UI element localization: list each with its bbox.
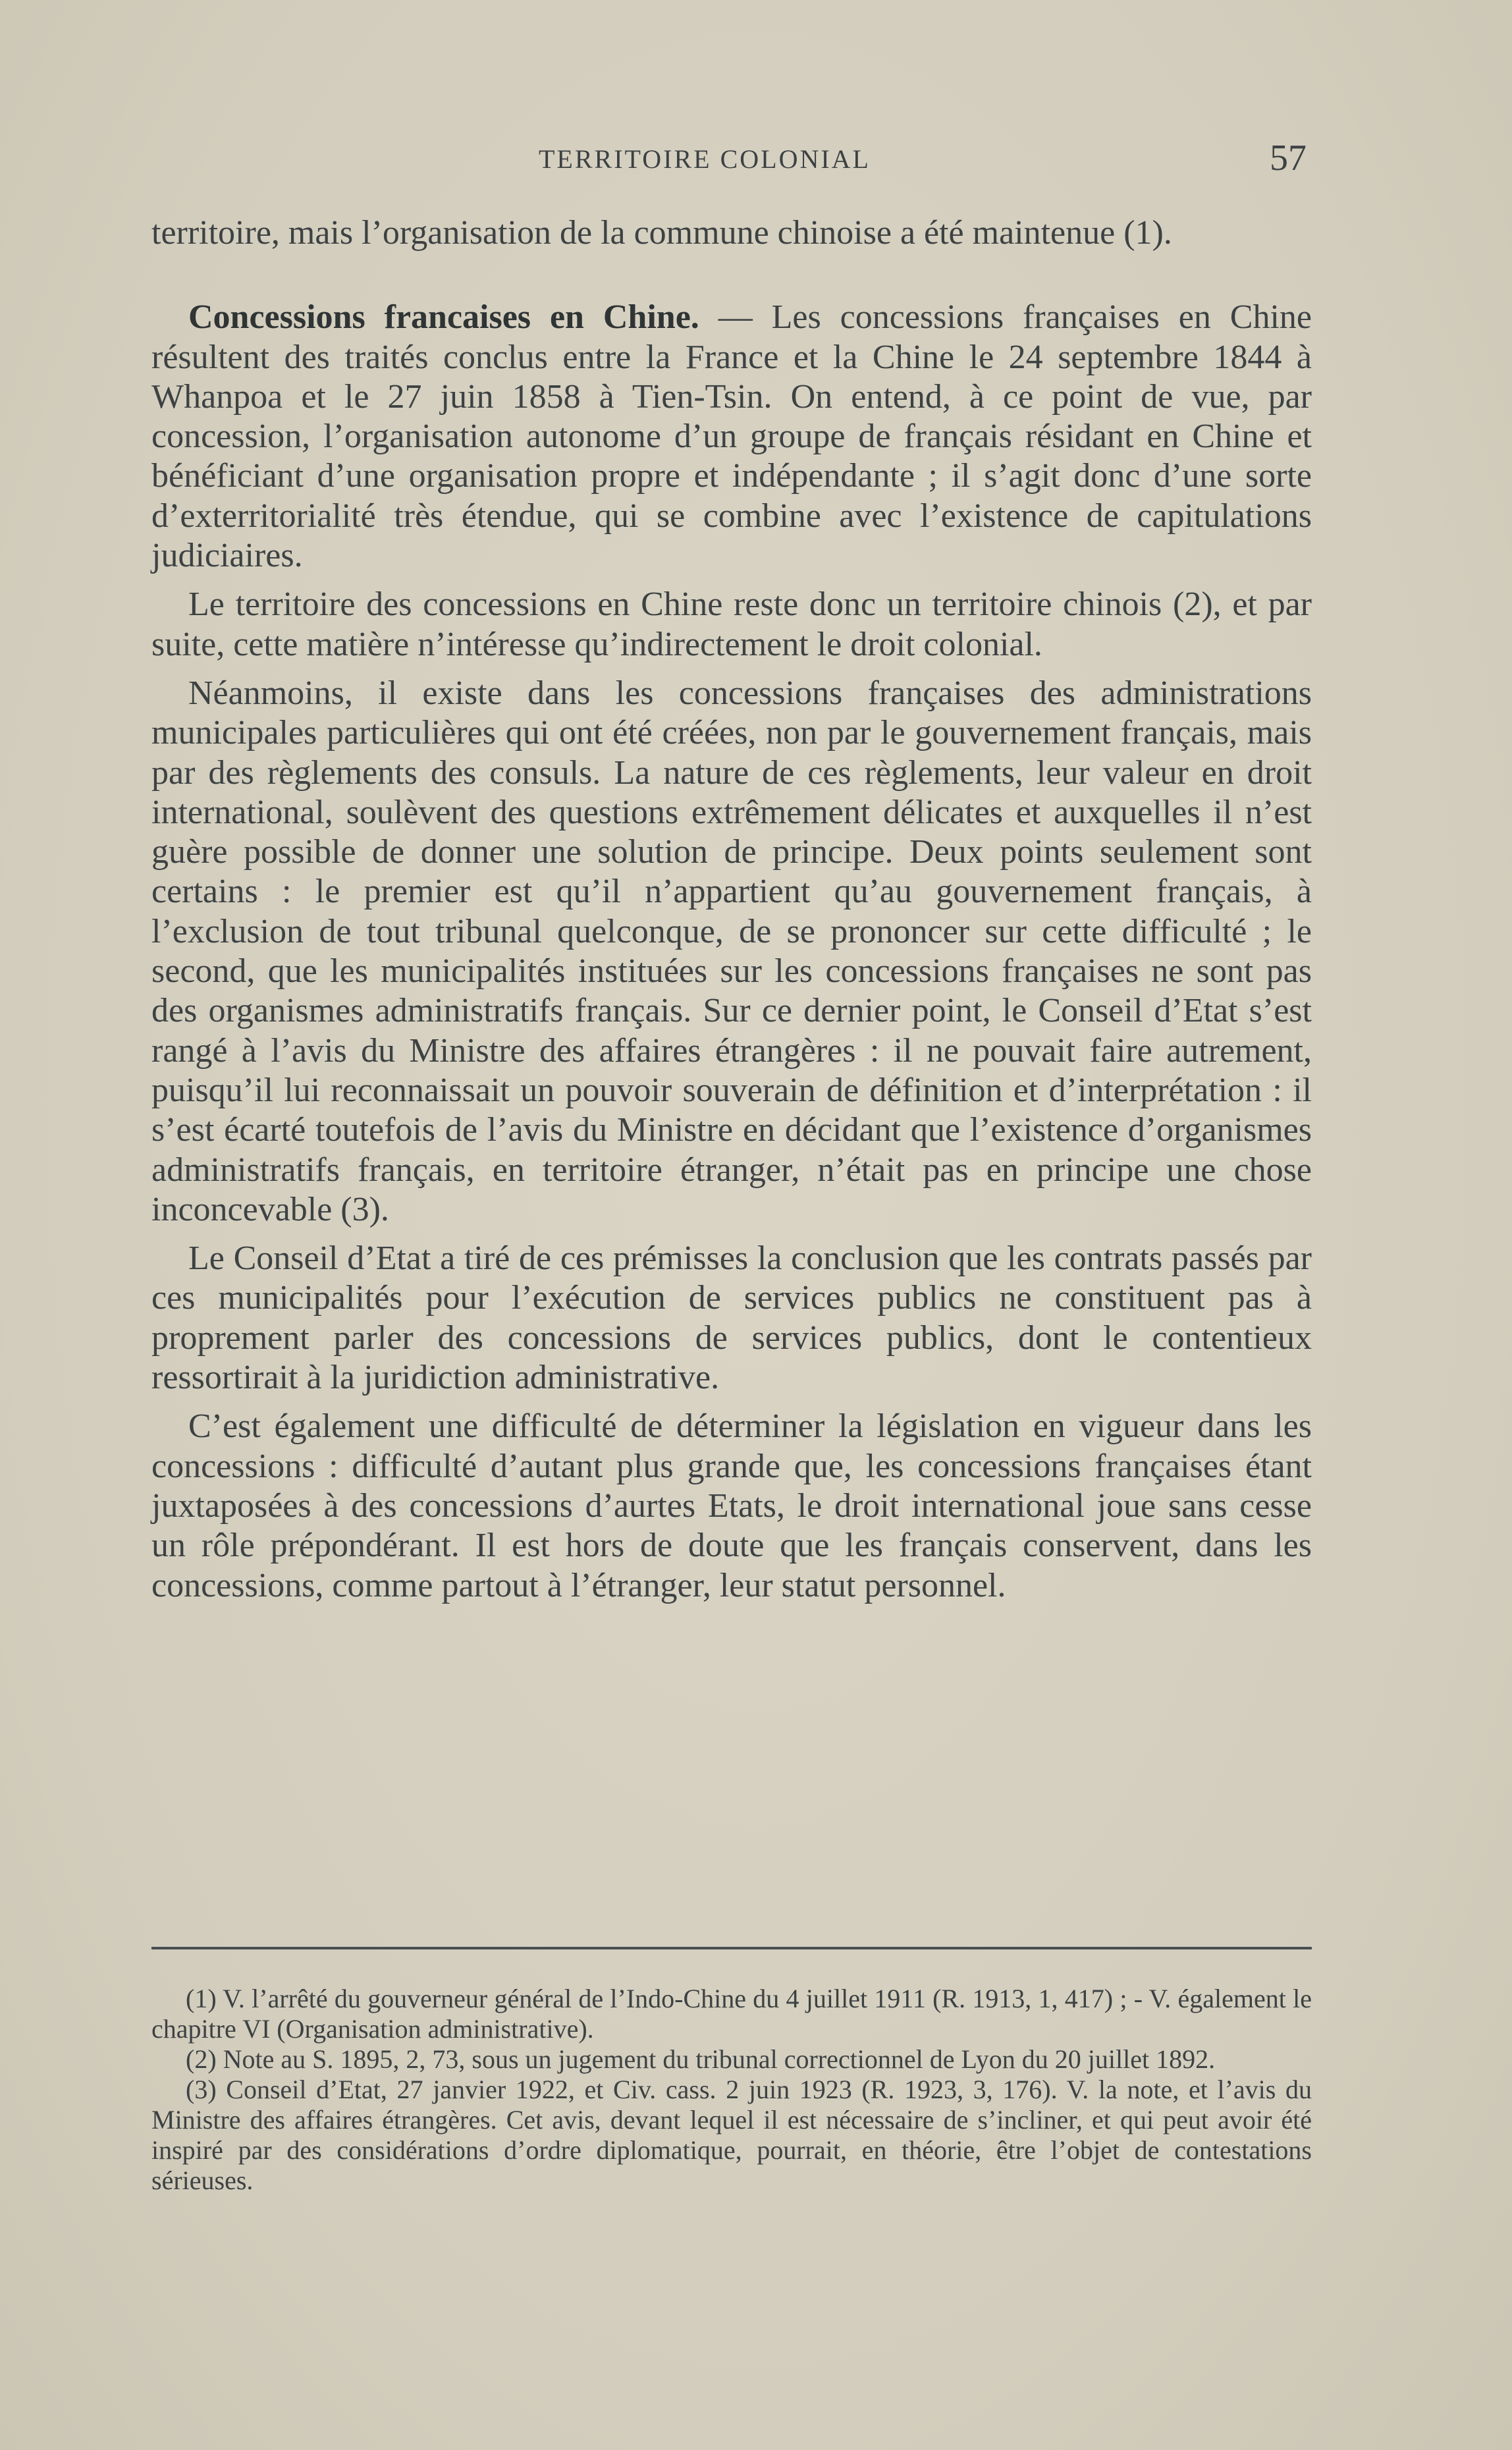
paragraph-neanmoins: Néanmoins, il existe dans les concessions françaises des administrations municipales particulières qui ont été créées, non par le gouvernement français, mais par des règlements des consuls. La nature de ces règlements, leur valeur en droit international, soulèvent des questions extrêmement délicates et auxquelles il n’est guère possible de donner une solution de principe. Deux points seulement sont certains : le premier est qu’il n’appartient qu’au gouvernement français, à l’exclusion de tout tribunal quelconque, de se prononcer sur cette difficulté ; le second, que les municipalités instituées sur les concessions françaises ne sont pas des organismes administratifs français. Sur ce dernier point, le Conseil d’Etat s’est rangé à l’avis du Ministre des affaires étrangères : il ne pouvait faire autrement, puisqu’il lui reconnaissait un pouvoir souverain de définition et d’interprétation : il s’est écarté toutefois de l’avis du Ministre en décidant que l’existence d’organismes administratifs français, en territoire étranger, n’était pas en principe une chose inconcevable (3).: [151, 674, 1312, 1228]
paragraph-difficulte: C’est également une difficulté de déterminer la législation en vigueur dans les concessions : difficulté d’autant plus grande que, les concessions françaises étant juxtaposées à des concessions d’aurtes Etats, le droit international joue sans cesse un rôle prépondérant. Il est hors de doute que les français conservent, dans les concessions, comme partout à l’étranger, leur statut personnel.: [151, 1407, 1312, 1604]
paragraph-continuation: territoire, mais l’organisation de la commune chinoise a été maintenue (1).: [151, 214, 1172, 252]
paragraph-concessions: [151, 298, 1312, 576]
footnote-3: (3) Conseil d’Etat, 27 janvier 1922, et Civ. cass. 2 juin 1923 (R. 1923, 3, 176). V. la note, et l’avis du Ministre des affaires étrangères. Cet avis, devant lequel il est nécessaire de s’incliner, et qui peut avoir été inspiré par des considérations d’ordre diplomatique, pourrait, en théorie, être l’objet de contestations sérieuses.: [151, 2075, 1312, 2195]
paragraph-territoire: Le territoire des concessions en Chine reste donc un territoire chinois (2), et par suite, cette matière n’intéresse qu’indirectement le droit colonial.: [151, 585, 1312, 663]
footnote-divider: [151, 1947, 1312, 1949]
paragraph-conseil: Le Conseil d’Etat a tiré de ces prémisses la conclusion que les contrats passés par ces municipalités pour l’exécution de services publics ne constituent pas à proprement parler des concessions de services publics, dont le contentieux ressortirait à la juridiction administrative.: [151, 1239, 1312, 1397]
footnote-2: (2) Note au S. 1895, 2, 73, sous un jugement du tribunal correctionnel de Lyon du 20 juillet 1892.: [186, 2044, 1216, 2074]
section-intro-text: — Les concessions françaises en Chine résultent des traités conclus entre la France et la Chine le 24 septembre 1844 à Whanpoa et le 27 juin 1858 à Tien-Tsin. On entend, à ce point de vue, par concession, l’organisation autonome d’un groupe de français résidant en Chine et bénéficiant d’une organisation propre et indépendante ; il s’agit donc d’une sorte d’exterritorialité très étendue, qui se combine avec l’existence de capitulations judiciaires.: [151, 298, 1312, 575]
page-number: 57: [1270, 138, 1307, 178]
footnote-1: (1) V. l’arrêté du gouverneur général de l’Indo-Chine du 4 juillet 1911 (R. 1913, 1, 417) ; - V. également le chapitre VI (Organisation administrative).: [151, 1984, 1312, 2044]
running-title: TERRITOIRE COLONIAL: [539, 144, 871, 174]
section-title: Concessions francaises en Chine.: [188, 298, 699, 337]
main-text: [151, 213, 1312, 1606]
footnotes: [151, 1984, 1312, 2196]
